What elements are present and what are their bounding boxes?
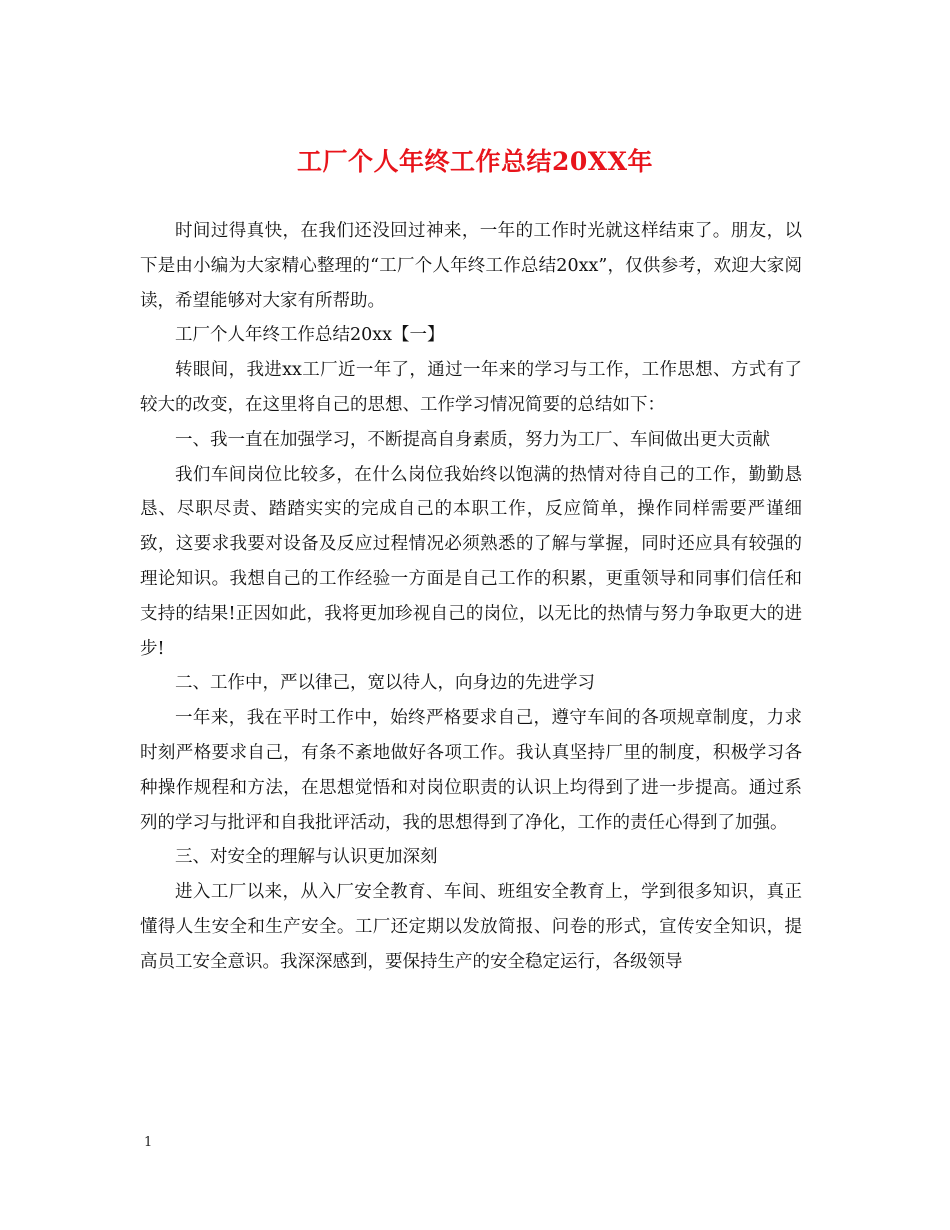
paragraph-point-three: 进入工厂以来，从入厂安全教育、车间、班组安全教育上，学到很多知识，真正懂得人生安全和生产安全。工厂还定期以发放简报、问卷的形式，宣传安全知识，提高员工安全意识。我深深感到，要保持生产的安全稳定运行，各级领导 bbox=[140, 882, 802, 972]
heading-point-two: 二、工作中，严以律己，宽以待人，向身边的先进学习 bbox=[175, 673, 595, 694]
heading-point-one: 一、我一直在加强学习，不断提高自身素质，努力为工厂、车间做出更大贡献 bbox=[175, 429, 770, 450]
section-heading-part-one: 工厂个人年终工作总结20xx【一】 bbox=[175, 325, 445, 346]
paragraph-point-one: 我们车间岗位比较多，在什么岗位我始终以饱满的热情对待自己的工作，勤勤恳恳、尽职尽责、踏踏实实的完成自己的本职工作，反应简单，操作同样需要严谨细致，这要求我要对设备及反应过程情况必须熟悉的了解与掌握，同时还应具有较强的理论知识。我想自己的工作经验一方面是自己工作的积累，更重领导和同事们信任和支持的结果!正因如此，我将更加珍视自己的岗位，以无比的热情与努力争取更大的进步! bbox=[140, 464, 802, 659]
heading-point-three: 三、对安全的理解与认识更加深刻 bbox=[175, 847, 438, 868]
paragraph-point-two: 一年来，我在平时工作中，始终严格要求自己，遵守车间的各项规章制度，力求时刻严格要求自己，有条不紊地做好各项工作。我认真坚持厂里的制度，积极学习各种操作规程和方法，在思想觉悟和对岗位职责的认识上均得到了进一步提高。通过系列的学习与批评和自我批评活动，我的思想得到了净化，工作的责任心得到了加强。 bbox=[140, 708, 802, 833]
document-title: 工厂个人年终工作总结20XX年 bbox=[296, 147, 654, 176]
paragraph-overview: 转眼间，我进xx工厂近一年了，通过一年来的学习与工作，工作思想、方式有了较大的改变，在这里将自己的思想、工作学习情况简要的总结如下： bbox=[140, 360, 802, 415]
document-body bbox=[140, 214, 802, 980]
page-number: 1 bbox=[144, 1135, 153, 1150]
paragraph-intro: 时间过得真快，在我们还没回过神来，一年的工作时光就这样结束了。朋友，以下是由小编为大家精心整理的“工厂个人年终工作总结20xx”，仅供参考，欢迎大家阅读，希望能够对大家有所帮助。 bbox=[140, 221, 802, 311]
